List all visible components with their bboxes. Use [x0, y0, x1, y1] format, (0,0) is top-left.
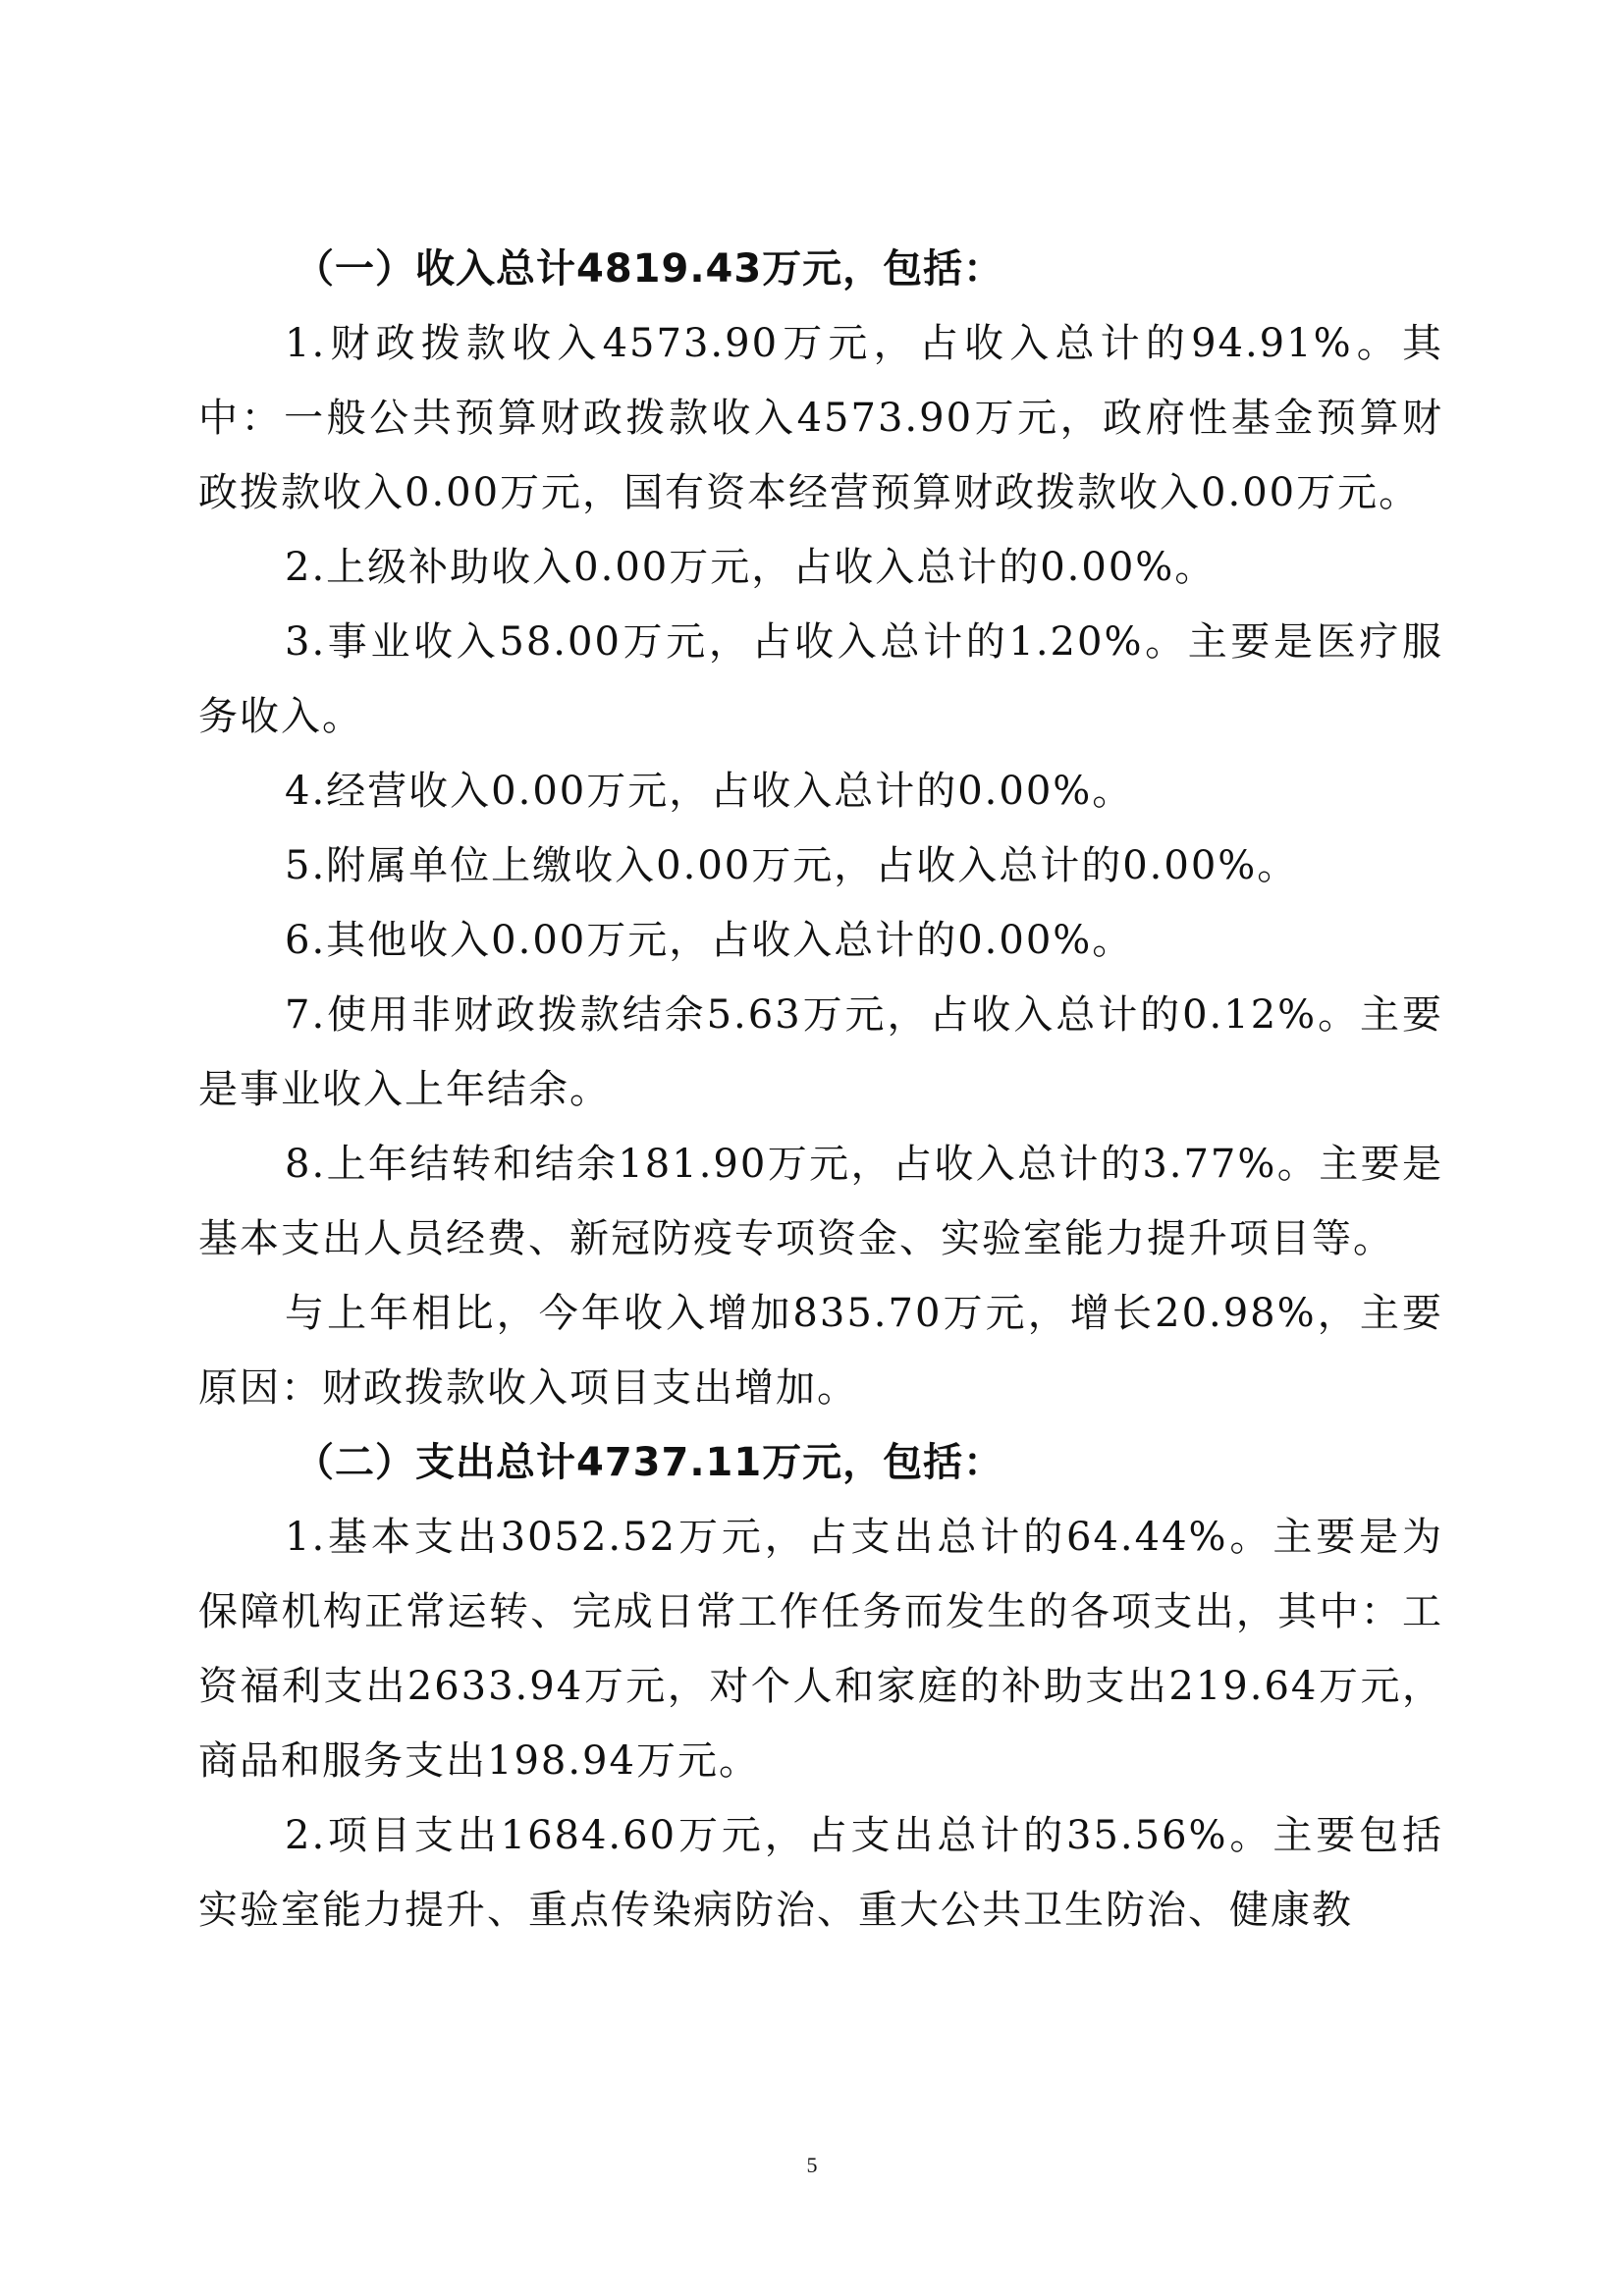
paragraph: 5.附属单位上缴收入0.00万元，占收入总计的0.00%。 [285, 843, 1299, 888]
section-heading-expenditure: （二）支出总计4737.11万元，包括： [295, 1440, 1004, 1485]
paragraph: 4.经营收入0.00万元，占收入总计的0.00%。 [285, 769, 1134, 814]
paragraph: 2.上级补助收入0.00万元，占收入总计的0.00%。 [285, 545, 1217, 590]
paragraph: 2.项目支出1684.60万元，占支出总计的35.56%。主要包括实验室能力提升、重点传染病防治、重大公共卫生防治、健康教 [198, 1813, 1443, 1933]
paragraph: 与上年相比，今年收入增加835.70万元，增长20.98%，主要原因：财政拨款收入项目支出增加。 [198, 1291, 1443, 1411]
section-heading-income: （一）收入总计4819.43万元，包括： [295, 246, 1004, 292]
paragraph: 8.上年结转和结余181.90万元，占收入总计的3.77%。主要是基本支出人员经费、新冠防疫专项资金、实验室能力提升项目等。 [198, 1142, 1443, 1261]
paragraph: 6.其他收入0.00万元，占收入总计的0.00%。 [285, 918, 1134, 963]
paragraph: 7.使用非财政拨款结余5.63万元，占收入总计的0.12%。主要是事业收入上年结余。 [198, 992, 1443, 1112]
paragraph: 3.事业收入58.00万元，占收入总计的1.20%。主要是医疗服务收入。 [198, 619, 1443, 739]
page-number: 5 [806, 2153, 818, 2177]
page-body [198, 232, 1443, 1948]
paragraph: 1.财政拨款收入4573.90万元，占收入总计的94.91%。其中：一般公共预算财政拨款收入4573.90万元，政府性基金预算财政拨款收入0.00万元，国有资本经营预算财政拨款收入0.00万元。 [198, 321, 1443, 515]
paragraph: 1.基本支出3052.52万元，占支出总计的64.44%。主要是为保障机构正常运转、完成日常工作任务而发生的各项支出，其中：工资福利支出2633.94万元，对个人和家庭的补助支出219.64万元，商品和服务支出198.94万元。 [198, 1515, 1443, 1784]
